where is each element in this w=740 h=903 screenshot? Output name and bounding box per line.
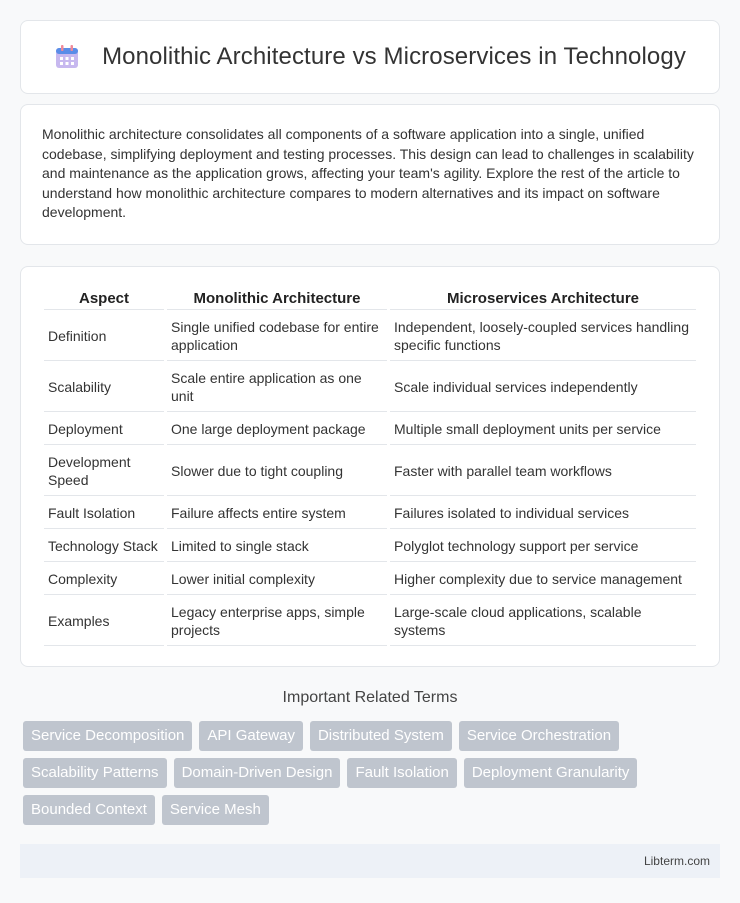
row-monolithic: Scale entire application as one unit xyxy=(167,361,387,412)
table-row xyxy=(44,595,696,646)
page-footer xyxy=(20,844,720,878)
row-monolithic: Slower due to tight coupling xyxy=(167,445,387,496)
row-microservices: Independent, loosely-coupled services handling specific functions xyxy=(390,310,696,361)
table-row xyxy=(44,361,696,412)
comparison-table xyxy=(41,287,699,646)
table-row xyxy=(44,310,696,361)
term-tag[interactable]: Distributed System xyxy=(310,721,452,751)
header-aspect: Aspect xyxy=(44,287,164,310)
term-tag[interactable]: Service Orchestration xyxy=(459,721,619,751)
header-microservices: Microservices Architecture xyxy=(390,287,696,310)
page-title: Monolithic Architecture vs Microservices in Technology xyxy=(102,43,686,70)
term-tag[interactable]: Service Mesh xyxy=(162,795,269,825)
term-tag[interactable]: Bounded Context xyxy=(23,795,155,825)
row-aspect: Technology Stack xyxy=(44,529,164,562)
row-microservices: Multiple small deployment units per service xyxy=(390,412,696,445)
row-microservices: Scale individual services independently xyxy=(390,361,696,412)
row-monolithic: Lower initial complexity xyxy=(167,562,387,595)
table-header-row xyxy=(44,287,696,310)
term-tag[interactable]: Domain-Driven Design xyxy=(174,758,341,788)
row-microservices: Polyglot technology support per service xyxy=(390,529,696,562)
header-monolithic: Monolithic Architecture xyxy=(167,287,387,310)
row-aspect: Fault Isolation xyxy=(44,496,164,529)
row-monolithic: Single unified codebase for entire application xyxy=(167,310,387,361)
row-microservices: Failures isolated to individual services xyxy=(390,496,696,529)
row-aspect: Complexity xyxy=(44,562,164,595)
table-row xyxy=(44,529,696,562)
row-monolithic: One large deployment package xyxy=(167,412,387,445)
row-microservices: Higher complexity due to service management xyxy=(390,562,696,595)
term-tag[interactable]: Deployment Granularity xyxy=(464,758,638,788)
related-terms-list xyxy=(23,721,720,832)
page-header xyxy=(20,20,720,94)
row-aspect: Development Speed xyxy=(44,445,164,496)
intro-text: Monolithic architecture consolidates all components of a software application into a single, unified codebase, simplifying deployment and testing processes. This design can lead to challenges in scalability and maintenance as the application grows, affecting your team's agility. Explore the rest of the article to understand how monolithic architecture compares to modern alternatives and its impact on software development. xyxy=(42,126,694,220)
row-microservices: Large-scale cloud applications, scalable systems xyxy=(390,595,696,646)
row-monolithic: Legacy enterprise apps, simple projects xyxy=(167,595,387,646)
comparison-card xyxy=(20,266,720,667)
row-microservices: Faster with parallel team workflows xyxy=(390,445,696,496)
table-row xyxy=(44,445,696,496)
related-terms-title: Important Related Terms xyxy=(282,688,458,706)
row-aspect: Scalability xyxy=(44,361,164,412)
term-tag[interactable]: Service Decomposition xyxy=(23,721,192,751)
row-aspect: Definition xyxy=(44,310,164,361)
row-monolithic: Failure affects entire system xyxy=(167,496,387,529)
footer-site-link[interactable]: Libterm.com xyxy=(643,853,710,868)
table-row xyxy=(44,562,696,595)
row-aspect: Examples xyxy=(44,595,164,646)
row-aspect: Deployment xyxy=(44,412,164,445)
calendar-icon xyxy=(54,44,80,70)
term-tag[interactable]: Fault Isolation xyxy=(347,758,456,788)
term-tag[interactable]: API Gateway xyxy=(199,721,303,751)
intro-card xyxy=(20,104,720,245)
term-tag[interactable]: Scalability Patterns xyxy=(23,758,167,788)
table-row xyxy=(44,496,696,529)
row-monolithic: Limited to single stack xyxy=(167,529,387,562)
table-row xyxy=(44,412,696,445)
